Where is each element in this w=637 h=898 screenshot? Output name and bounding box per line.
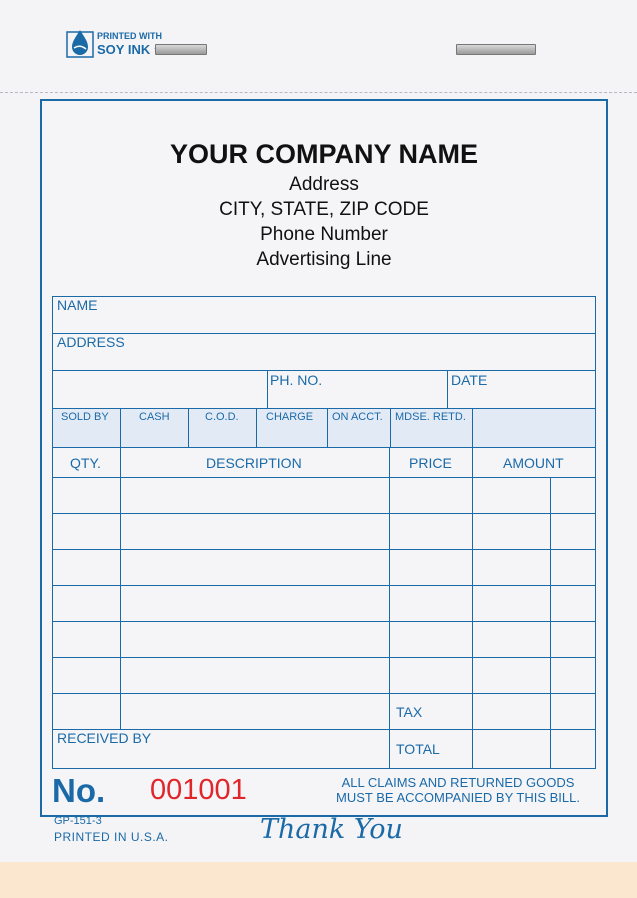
charge-label: CHARGE xyxy=(266,411,314,423)
thank-you-script: Thank You xyxy=(260,814,403,845)
price-header: PRICE xyxy=(409,455,452,471)
grid-line xyxy=(120,408,121,447)
cod-label: C.O.D. xyxy=(205,411,239,423)
binding-clip-right xyxy=(456,44,536,55)
grid-line xyxy=(327,408,328,447)
sale-type-band xyxy=(53,408,595,447)
phone-field[interactable] xyxy=(337,372,445,406)
company-name: YOUR COMPANY NAME xyxy=(169,139,479,169)
notice-line2: MUST BE ACCOMPANIED BY THIS BILL. xyxy=(336,790,580,805)
number-label: No. xyxy=(52,772,106,809)
bottom-color-strip xyxy=(0,862,637,898)
tax-label: TAX xyxy=(396,704,423,720)
perforation-line xyxy=(0,92,637,93)
company-address: Address xyxy=(289,174,359,195)
grid-line xyxy=(256,408,257,447)
grid-line xyxy=(52,477,596,478)
grid-line xyxy=(447,370,448,408)
grid-line xyxy=(188,408,189,447)
logo-line1: PRINTED WITH xyxy=(97,31,162,41)
company-advertising: Advertising Line xyxy=(256,249,392,270)
grid-line xyxy=(52,447,596,448)
sales-form xyxy=(40,99,608,817)
phone-label: PH. NO. xyxy=(270,372,323,388)
address-label: ADDRESS xyxy=(57,334,125,350)
printed-in-usa: PRINTED IN U.S.A. xyxy=(54,830,169,844)
grid-line xyxy=(52,408,596,409)
address-field[interactable] xyxy=(137,334,592,368)
name-field[interactable] xyxy=(122,297,592,331)
form-code: GP-151-3 xyxy=(54,815,102,827)
name-label: NAME xyxy=(57,297,98,313)
company-city: CITY, STATE, ZIP CODE xyxy=(219,199,429,220)
date-label: DATE xyxy=(451,372,488,388)
grid-line xyxy=(390,408,391,447)
mdse-returned-label: MDSE. RETD. xyxy=(395,411,466,423)
total-label: TOTAL xyxy=(396,741,440,757)
form-number: 001001 xyxy=(150,774,247,806)
amount-header: AMOUNT xyxy=(503,455,564,471)
company-phone: Phone Number xyxy=(260,224,388,245)
soy-ink-logo xyxy=(66,22,166,62)
grid-line xyxy=(52,370,596,371)
grid-line xyxy=(472,408,473,447)
claims-notice xyxy=(312,775,604,805)
logo-line2: SOY INK xyxy=(97,42,151,57)
received-by-field[interactable] xyxy=(54,749,386,767)
address-continued-field[interactable] xyxy=(54,372,264,406)
notice-line1: ALL CLAIMS AND RETURNED GOODS xyxy=(341,775,575,790)
grid-line xyxy=(267,370,268,408)
description-header: DESCRIPTION xyxy=(206,455,302,471)
binding-clip-left xyxy=(155,44,207,55)
qty-header: QTY. xyxy=(70,455,101,471)
cash-label: CASH xyxy=(139,411,170,423)
soy-ink-drop-icon xyxy=(66,28,94,58)
sold-by-label: SOLD BY xyxy=(61,411,109,423)
on-account-label: ON ACCT. xyxy=(332,411,383,423)
received-by-label: RECEIVED BY xyxy=(57,730,152,746)
date-field[interactable] xyxy=(492,372,592,406)
line-items-area[interactable] xyxy=(54,479,590,727)
